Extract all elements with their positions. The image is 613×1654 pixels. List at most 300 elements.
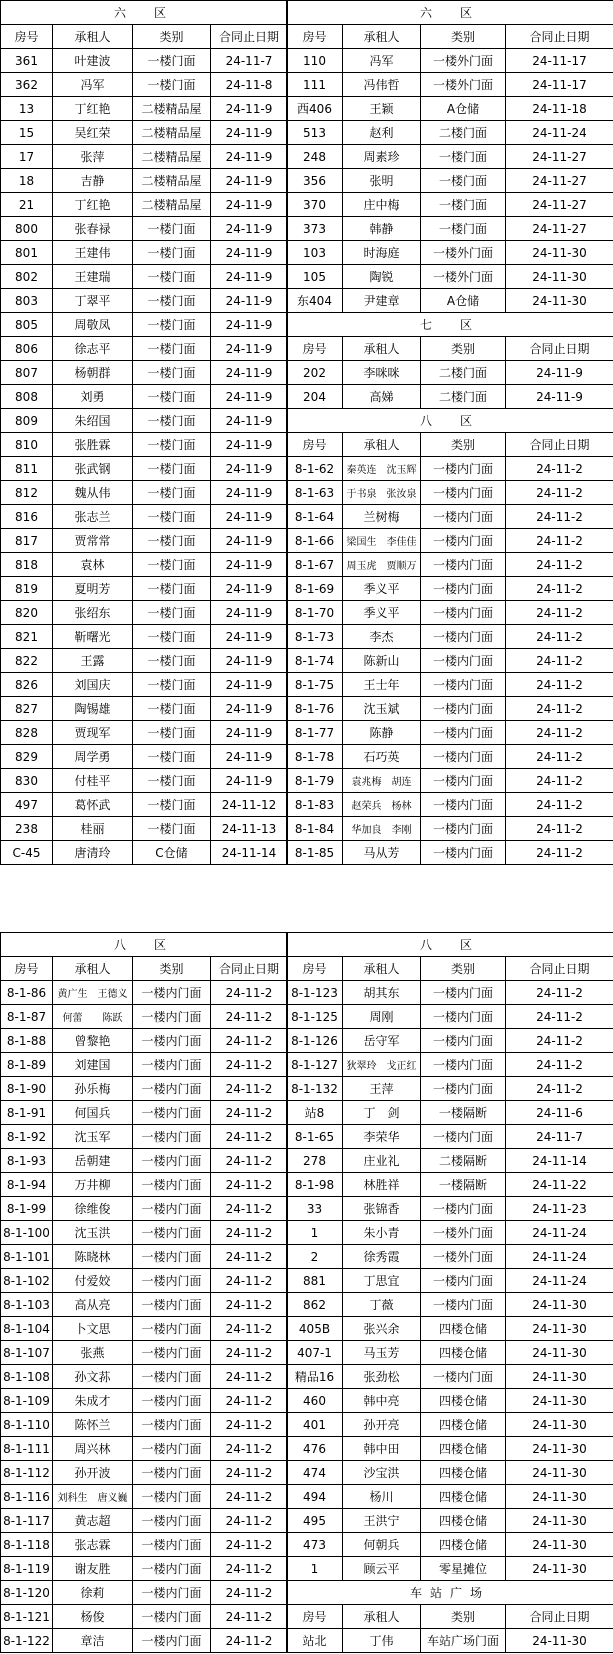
table-cell: 一楼内门面 bbox=[421, 553, 506, 577]
table-cell: 一楼内门面 bbox=[133, 1389, 211, 1413]
table-row bbox=[1, 1029, 288, 1053]
table-zone6-left bbox=[0, 0, 288, 865]
table-row bbox=[287, 1629, 613, 1653]
table-row bbox=[287, 1221, 613, 1245]
table-cell: 一楼内门面 bbox=[133, 1581, 211, 1605]
table-cell: 24-11-2 bbox=[211, 1245, 288, 1269]
table-row bbox=[287, 289, 613, 313]
table-cell: 朱成才 bbox=[53, 1389, 133, 1413]
table-cell: 尹建章 bbox=[343, 289, 421, 313]
table-row bbox=[1, 217, 288, 241]
table-cell: 8-1-126 bbox=[287, 1029, 343, 1053]
table-cell: 802 bbox=[1, 265, 53, 289]
table-row bbox=[287, 49, 613, 73]
table-cell: 33 bbox=[287, 1197, 343, 1221]
table-cell: 8-1-75 bbox=[287, 673, 343, 697]
table-cell: 零星摊位 bbox=[421, 1557, 506, 1581]
table-cell: 庄业礼 bbox=[343, 1149, 421, 1173]
table-cell: 一楼内门面 bbox=[133, 1629, 211, 1653]
table-cell: 一楼门面 bbox=[133, 481, 211, 505]
table-cell: 一楼内门面 bbox=[421, 769, 506, 793]
table-row bbox=[287, 1101, 613, 1125]
table-cell: 24-11-2 bbox=[506, 793, 613, 817]
table-cell: 朱小青 bbox=[343, 1221, 421, 1245]
table-cell: 周素珍 bbox=[343, 145, 421, 169]
table-cell: 8-1-99 bbox=[1, 1197, 53, 1221]
table-cell: 24-11-30 bbox=[506, 265, 613, 289]
table-cell: 张萍 bbox=[53, 145, 133, 169]
table-cell: 一楼内门面 bbox=[133, 1269, 211, 1293]
table-cell: 周刚 bbox=[343, 1005, 421, 1029]
table-cell: 24-11-24 bbox=[506, 121, 613, 145]
table-cell: 8-1-84 bbox=[287, 817, 343, 841]
table-cell: 810 bbox=[1, 433, 53, 457]
table-cell: 8-1-83 bbox=[287, 793, 343, 817]
table-cell: 822 bbox=[1, 649, 53, 673]
section-title: 七 区 bbox=[287, 313, 613, 337]
table-row bbox=[1, 577, 288, 601]
table-cell: 一楼隔断 bbox=[421, 1101, 506, 1125]
table-row bbox=[1, 97, 288, 121]
table-cell: 冯军 bbox=[343, 49, 421, 73]
table-cell: 西406 bbox=[287, 97, 343, 121]
table-row bbox=[1, 553, 288, 577]
table-row bbox=[1, 1605, 288, 1629]
table-cell: 一楼外门面 bbox=[421, 49, 506, 73]
table-cell: 24-11-2 bbox=[506, 673, 613, 697]
table-cell: 24-11-9 bbox=[211, 529, 288, 553]
table-cell: 四楼仓储 bbox=[421, 1485, 506, 1509]
table-cell: 248 bbox=[287, 145, 343, 169]
table-cell: C-45 bbox=[1, 841, 53, 865]
table-cell: 一楼门面 bbox=[133, 385, 211, 409]
table-cell: 8-1-104 bbox=[1, 1317, 53, 1341]
table-cell: 24-11-9 bbox=[211, 721, 288, 745]
table-cell: 一楼内门面 bbox=[133, 1485, 211, 1509]
table-cell: 一楼内门面 bbox=[421, 577, 506, 601]
table-row bbox=[287, 769, 613, 793]
table-cell: 24-11-30 bbox=[506, 1629, 613, 1653]
table-cell: 24-11-2 bbox=[211, 981, 288, 1005]
table-cell: 24-11-2 bbox=[211, 1389, 288, 1413]
table-cell: 8-1-108 bbox=[1, 1365, 53, 1389]
table-cell: 24-11-30 bbox=[506, 1389, 613, 1413]
table-cell: 林胜祥 bbox=[343, 1173, 421, 1197]
table-cell: 夏明芳 bbox=[53, 577, 133, 601]
table-cell: 24-11-9 bbox=[211, 217, 288, 241]
table-row bbox=[287, 841, 613, 865]
table-cell: 杨俊 bbox=[53, 1605, 133, 1629]
table-cell: 8-1-102 bbox=[1, 1269, 53, 1293]
table-cell: 21 bbox=[1, 193, 53, 217]
column-header: 类别 bbox=[421, 433, 506, 457]
table-row bbox=[1, 673, 288, 697]
table-cell: 8-1-127 bbox=[287, 1053, 343, 1077]
table-row bbox=[1, 1077, 288, 1101]
table-cell: 一楼门面 bbox=[133, 49, 211, 73]
table-cell: 张胜霖 bbox=[53, 433, 133, 457]
header-row bbox=[1, 25, 288, 49]
table-cell: 8-1-73 bbox=[287, 625, 343, 649]
table-row bbox=[287, 217, 613, 241]
table-cell: 一楼门面 bbox=[133, 409, 211, 433]
table-cell: 张明 bbox=[343, 169, 421, 193]
table-cell: 一楼门面 bbox=[133, 337, 211, 361]
table-cell: 一楼隔断 bbox=[421, 1173, 506, 1197]
table-cell: 24-11-27 bbox=[506, 169, 613, 193]
table-cell: 24-11-9 bbox=[211, 673, 288, 697]
table-row bbox=[1, 505, 288, 529]
table-cell: 一楼门面 bbox=[133, 217, 211, 241]
table-cell: 一楼内门面 bbox=[421, 1005, 506, 1029]
table-cell: 24-11-2 bbox=[211, 1365, 288, 1389]
table-cell: 362 bbox=[1, 73, 53, 97]
table-cell: 8-1-109 bbox=[1, 1389, 53, 1413]
table-cell: 四楼仓储 bbox=[421, 1533, 506, 1557]
table-cell: 李咪咪 bbox=[343, 361, 421, 385]
table-cell: 24-11-2 bbox=[211, 1581, 288, 1605]
table-row bbox=[287, 481, 613, 505]
table-cell: 24-11-9 bbox=[211, 577, 288, 601]
table-cell: 陈怀兰 bbox=[53, 1413, 133, 1437]
section-title-row bbox=[1, 1, 288, 25]
table-row bbox=[287, 981, 613, 1005]
table-cell: 24-11-2 bbox=[506, 745, 613, 769]
table-cell: 24-11-2 bbox=[506, 457, 613, 481]
table-cell: 24-11-27 bbox=[506, 217, 613, 241]
column-header: 承租人 bbox=[343, 957, 421, 981]
table-cell: 24-11-2 bbox=[506, 1005, 613, 1029]
table-cell: 8-1-111 bbox=[1, 1437, 53, 1461]
table-cell: 24-11-2 bbox=[211, 1509, 288, 1533]
table-cell: 8-1-112 bbox=[1, 1461, 53, 1485]
table-cell: 238 bbox=[1, 817, 53, 841]
table-cell: 唐清玲 bbox=[53, 841, 133, 865]
table-cell: 站北 bbox=[287, 1629, 343, 1653]
table-cell: 8-1-91 bbox=[1, 1101, 53, 1125]
table-cell: 24-11-9 bbox=[211, 601, 288, 625]
table-cell: 110 bbox=[287, 49, 343, 73]
table-cell: 8-1-100 bbox=[1, 1221, 53, 1245]
table-row bbox=[287, 145, 613, 169]
table-cell: 一楼内门面 bbox=[421, 673, 506, 697]
table-cell: 24-11-9 bbox=[211, 433, 288, 457]
table-cell: 24-11-9 bbox=[211, 121, 288, 145]
table-cell: 沈玉洪 bbox=[53, 1221, 133, 1245]
table-cell: 王洪宁 bbox=[343, 1509, 421, 1533]
table-row bbox=[1, 745, 288, 769]
table-cell: 829 bbox=[1, 745, 53, 769]
table-cell: 24-11-30 bbox=[506, 1341, 613, 1365]
section-title-row bbox=[287, 409, 613, 433]
table-row bbox=[1, 1149, 288, 1173]
table-row bbox=[1, 1053, 288, 1077]
table-cell: 一楼外门面 bbox=[421, 1245, 506, 1269]
table-row bbox=[1, 193, 288, 217]
table-cell: 一楼门面 bbox=[133, 313, 211, 337]
table-row bbox=[287, 1029, 613, 1053]
table-row bbox=[1, 385, 288, 409]
table-cell: 一楼门面 bbox=[133, 793, 211, 817]
table-cell: 靳曙光 bbox=[53, 625, 133, 649]
table-cell: 24-11-9 bbox=[211, 385, 288, 409]
table-row bbox=[287, 457, 613, 481]
table-cell: 278 bbox=[287, 1149, 343, 1173]
table-cell: 830 bbox=[1, 769, 53, 793]
table-cell: 四楼仓储 bbox=[421, 1341, 506, 1365]
column-header: 承租人 bbox=[343, 433, 421, 457]
table-row bbox=[287, 1365, 613, 1389]
section-title-row bbox=[287, 933, 613, 957]
table-cell: 24-11-30 bbox=[506, 1413, 613, 1437]
column-header: 承租人 bbox=[343, 25, 421, 49]
table-row bbox=[287, 529, 613, 553]
table-cell: 803 bbox=[1, 289, 53, 313]
table-row bbox=[1, 313, 288, 337]
column-header: 合同止日期 bbox=[506, 25, 613, 49]
table-cell: 8-1-74 bbox=[287, 649, 343, 673]
table-cell: 丁薇 bbox=[343, 1293, 421, 1317]
table-row bbox=[287, 601, 613, 625]
table-row bbox=[1, 1461, 288, 1485]
table-cell: A仓储 bbox=[421, 97, 506, 121]
table-cell: 401 bbox=[287, 1413, 343, 1437]
table-cell: 24-11-2 bbox=[506, 553, 613, 577]
table-cell: 24-11-9 bbox=[211, 625, 288, 649]
table-cell: 叶建波 bbox=[53, 49, 133, 73]
table-cell: 8-1-132 bbox=[287, 1077, 343, 1101]
table-cell: 24-11-2 bbox=[211, 1341, 288, 1365]
table-cell: 8-1-89 bbox=[1, 1053, 53, 1077]
table-cell: 807 bbox=[1, 361, 53, 385]
table-cell: 24-11-2 bbox=[211, 1557, 288, 1581]
table-cell: 24-11-8 bbox=[211, 73, 288, 97]
table-cell: 二楼精品屋 bbox=[133, 193, 211, 217]
table-row bbox=[1, 1005, 288, 1029]
column-header: 类别 bbox=[421, 1605, 506, 1629]
table-cell: 24-11-14 bbox=[506, 1149, 613, 1173]
table-cell: 24-11-2 bbox=[211, 1485, 288, 1509]
table-row bbox=[1, 649, 288, 673]
table-cell: 岳朝建 bbox=[53, 1149, 133, 1173]
table-row bbox=[287, 1053, 613, 1077]
table-cell: 24-11-9 bbox=[211, 457, 288, 481]
table-cell: 袁兆梅 胡连 bbox=[343, 769, 421, 793]
column-header: 合同止日期 bbox=[211, 25, 288, 49]
table-cell: 葛怀武 bbox=[53, 793, 133, 817]
table-cell: 816 bbox=[1, 505, 53, 529]
table-cell: 24-11-30 bbox=[506, 1461, 613, 1485]
table-cell: 黄志超 bbox=[53, 1509, 133, 1533]
table-cell: 513 bbox=[287, 121, 343, 145]
table-cell: 二楼精品屋 bbox=[133, 97, 211, 121]
table-cell: 24-11-2 bbox=[211, 1317, 288, 1341]
table-cell: 13 bbox=[1, 97, 53, 121]
table-row bbox=[287, 169, 613, 193]
table-cell: 一楼内门面 bbox=[133, 1317, 211, 1341]
table-row bbox=[287, 817, 613, 841]
table-cell: 一楼门面 bbox=[133, 769, 211, 793]
table-cell: 24-11-27 bbox=[506, 193, 613, 217]
table-cell: 四楼仓储 bbox=[421, 1317, 506, 1341]
table-cell: 24-11-24 bbox=[506, 1269, 613, 1293]
table-cell: 24-11-2 bbox=[506, 697, 613, 721]
table-cell: 徐志平 bbox=[53, 337, 133, 361]
table-cell: 刘建国 bbox=[53, 1053, 133, 1077]
table-cell: 808 bbox=[1, 385, 53, 409]
table-row bbox=[1, 1293, 288, 1317]
table-cell: 一楼门面 bbox=[133, 241, 211, 265]
table-row bbox=[1, 1437, 288, 1461]
column-header: 合同止日期 bbox=[506, 1605, 613, 1629]
table-cell: 24-11-9 bbox=[211, 313, 288, 337]
table-cell: 一楼内门面 bbox=[133, 1557, 211, 1581]
table-row bbox=[1, 121, 288, 145]
table-row bbox=[1, 721, 288, 745]
table-cell: 24-11-9 bbox=[211, 289, 288, 313]
table-cell: 黄广生 王德义 bbox=[53, 981, 133, 1005]
table-row bbox=[287, 1533, 613, 1557]
table-cell: 一楼内门面 bbox=[133, 1197, 211, 1221]
table-cell: 二楼门面 bbox=[421, 121, 506, 145]
table-cell: 四楼仓储 bbox=[421, 1413, 506, 1437]
table-cell: 24-11-30 bbox=[506, 241, 613, 265]
table-cell: 24-11-13 bbox=[211, 817, 288, 841]
table-cell: 8-1-87 bbox=[1, 1005, 53, 1029]
table-cell: 岳守军 bbox=[343, 1029, 421, 1053]
table-cell: 24-11-2 bbox=[506, 601, 613, 625]
section-title: 八 区 bbox=[287, 409, 613, 433]
table-cell: 一楼门面 bbox=[133, 673, 211, 697]
table-cell: 于书泉 张汝泉 bbox=[343, 481, 421, 505]
table-cell: 24-11-30 bbox=[506, 289, 613, 313]
table-cell: 沈玉军 bbox=[53, 1125, 133, 1149]
table-row bbox=[287, 1173, 613, 1197]
table-cell: 张志霖 bbox=[53, 1533, 133, 1557]
table-cell: 孙开波 bbox=[53, 1461, 133, 1485]
table-row bbox=[1, 1533, 288, 1557]
table-cell: 111 bbox=[287, 73, 343, 97]
table-cell: 一楼内门面 bbox=[133, 1413, 211, 1437]
table-cell: 8-1-110 bbox=[1, 1413, 53, 1437]
table-cell: 8-1-117 bbox=[1, 1509, 53, 1533]
table-cell: 8-1-123 bbox=[287, 981, 343, 1005]
column-header: 房号 bbox=[1, 25, 53, 49]
table-cell: 付爱姣 bbox=[53, 1269, 133, 1293]
section-title: 八 区 bbox=[1, 933, 288, 957]
table-cell: 刘国庆 bbox=[53, 673, 133, 697]
table-cell: 8-1-69 bbox=[287, 577, 343, 601]
table-cell: 24-11-23 bbox=[506, 1197, 613, 1221]
table-cell: 一楼外门面 bbox=[421, 1221, 506, 1245]
table-cell: 103 bbox=[287, 241, 343, 265]
table-cell: 24-11-2 bbox=[211, 1293, 288, 1317]
table-cell: 474 bbox=[287, 1461, 343, 1485]
table-row bbox=[1, 1485, 288, 1509]
column-header: 承租人 bbox=[343, 337, 421, 361]
table-cell: 24-11-7 bbox=[506, 1125, 613, 1149]
table-cell: 24-11-9 bbox=[211, 361, 288, 385]
table-cell: 24-11-30 bbox=[506, 1509, 613, 1533]
column-header: 房号 bbox=[287, 957, 343, 981]
table-cell: 8-1-77 bbox=[287, 721, 343, 745]
table-cell: 8-1-88 bbox=[1, 1029, 53, 1053]
table-cell: 8-1-94 bbox=[1, 1173, 53, 1197]
table-cell: 202 bbox=[287, 361, 343, 385]
table-row bbox=[287, 721, 613, 745]
column-header: 房号 bbox=[287, 1605, 343, 1629]
table-cell: 24-11-2 bbox=[211, 1149, 288, 1173]
table-row bbox=[1, 1221, 288, 1245]
table-cell: 东404 bbox=[287, 289, 343, 313]
table-cell: 24-11-17 bbox=[506, 73, 613, 97]
table-cell: 杨朝群 bbox=[53, 361, 133, 385]
table-cell: 827 bbox=[1, 697, 53, 721]
table-row bbox=[1, 1389, 288, 1413]
table-cell: 一楼门面 bbox=[133, 745, 211, 769]
table-cell: 一楼内门面 bbox=[133, 1533, 211, 1557]
table-cell: 谢友胜 bbox=[53, 1557, 133, 1581]
table-cell: 24-11-2 bbox=[211, 1005, 288, 1029]
section-title-row bbox=[287, 1, 613, 25]
table-cell: 华加良 李刚 bbox=[343, 817, 421, 841]
table-row bbox=[1, 361, 288, 385]
table-cell: 494 bbox=[287, 1485, 343, 1509]
table-cell: 811 bbox=[1, 457, 53, 481]
table-cell: 一楼内门面 bbox=[133, 1293, 211, 1317]
table-cell: 805 bbox=[1, 313, 53, 337]
table-row bbox=[1, 625, 288, 649]
table-row bbox=[287, 1269, 613, 1293]
table-cell: 韩中田 bbox=[343, 1437, 421, 1461]
table-cell: 站8 bbox=[287, 1101, 343, 1125]
table-cell: 冯军 bbox=[53, 73, 133, 97]
table-cell: 陶锐 bbox=[343, 265, 421, 289]
table-cell: 24-11-9 bbox=[211, 193, 288, 217]
table-cell: 张锦香 bbox=[343, 1197, 421, 1221]
table-cell: 精品16 bbox=[287, 1365, 343, 1389]
table-cell: 季义平 bbox=[343, 601, 421, 625]
table-cell: 24-11-9 bbox=[211, 481, 288, 505]
table-cell: 贾常常 bbox=[53, 529, 133, 553]
table-row bbox=[1, 433, 288, 457]
table-cell: 丁 剑 bbox=[343, 1101, 421, 1125]
table-row bbox=[1, 1629, 288, 1653]
table-cell: 胡其东 bbox=[343, 981, 421, 1005]
table-row bbox=[287, 1341, 613, 1365]
table-cell: 一楼内门面 bbox=[421, 981, 506, 1005]
table-cell: 周敬凤 bbox=[53, 313, 133, 337]
table-row bbox=[287, 1245, 613, 1269]
table-cell: 24-11-2 bbox=[506, 529, 613, 553]
table-cell: 24-11-6 bbox=[506, 1101, 613, 1125]
table-row bbox=[287, 73, 613, 97]
table-cell: 800 bbox=[1, 217, 53, 241]
table-cell: 桂丽 bbox=[53, 817, 133, 841]
table-row bbox=[287, 121, 613, 145]
table-cell: 881 bbox=[287, 1269, 343, 1293]
table-cell: 丁伟 bbox=[343, 1629, 421, 1653]
table-cell: 吉静 bbox=[53, 169, 133, 193]
table-cell: 一楼门面 bbox=[421, 169, 506, 193]
header-row bbox=[287, 1605, 613, 1629]
table-row bbox=[287, 1437, 613, 1461]
table-cell: 一楼内门面 bbox=[421, 1053, 506, 1077]
table-cell: 陈静 bbox=[343, 721, 421, 745]
table-cell: 一楼内门面 bbox=[133, 1053, 211, 1077]
column-header: 类别 bbox=[133, 25, 211, 49]
table-cell: 王士年 bbox=[343, 673, 421, 697]
